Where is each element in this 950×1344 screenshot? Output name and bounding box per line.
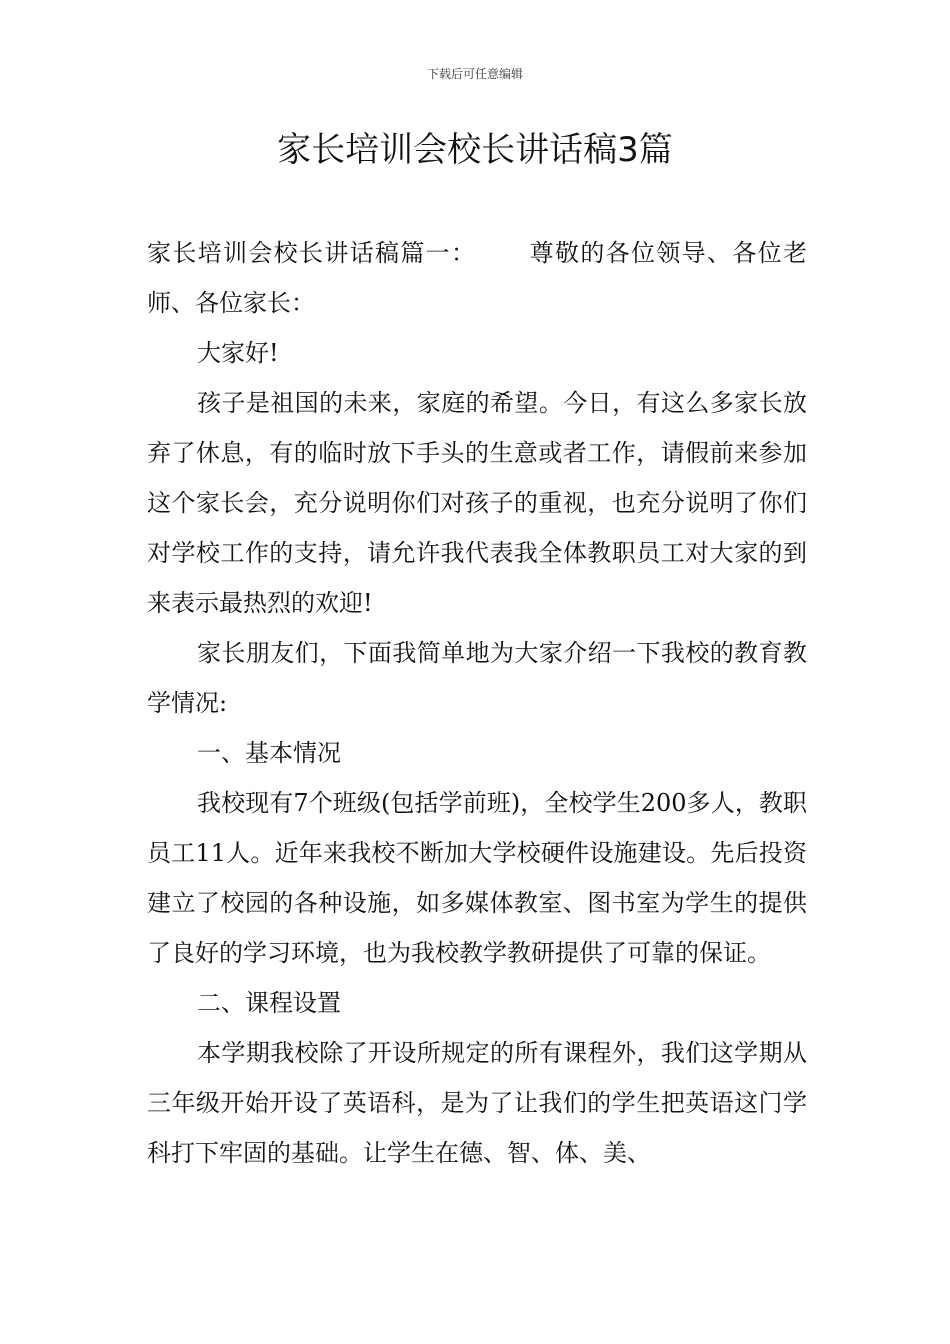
paragraph-overview: 家长朋友们，下面我简单地为大家介绍一下我校的教育教学情况: <box>147 639 807 717</box>
paragraph-basic-info: 我校现有7个班级(包括学前班)，全校学生200多人，教职员工11人。近年来我校不断加大学校硬件设施建设。先后投资建立了校园的各种设施，如多媒体教室、图书室为学生的提供了良好的学习环境，也为我校教学教研提供了可靠的保证。 <box>147 789 807 967</box>
greeting: 大家好! <box>197 339 279 367</box>
section-heading-basic: 一、基本情况 <box>197 739 341 767</box>
salutation: 尊敬的各位领导、各位老师、各位家长： <box>147 239 808 317</box>
paragraph-welcome: 孩子是祖国的未来，家庭的希望。今日，有这么多家长放弃了休息，有的临时放下手头的生意或者工作，请假前来参加这个家长会，充分说明你们对孩子的重视，也充分说明了你们对学校工作的支持，请允许我代表我全体教职员工对大家的到来表示最热烈的欢迎! <box>147 389 807 617</box>
header-note: 下载后可任意编辑 <box>426 67 523 81</box>
document-title: 家长培训会校长讲话稿3篇 <box>277 130 673 170</box>
section-heading-curriculum: 二、课程设置 <box>197 989 341 1017</box>
intro-heading: 家长培训会校长讲话稿篇一： <box>147 239 477 267</box>
paragraph-curriculum: 本学期我校除了开设所规定的所有课程外，我们这学期从三年级开始开设了英语科，是为了让我们的学生把英语这门学科打下牢固的基础。让学生在德、智、体、美、 <box>147 1039 807 1167</box>
document-body <box>147 228 807 1178</box>
intro-paragraph <box>147 228 807 328</box>
